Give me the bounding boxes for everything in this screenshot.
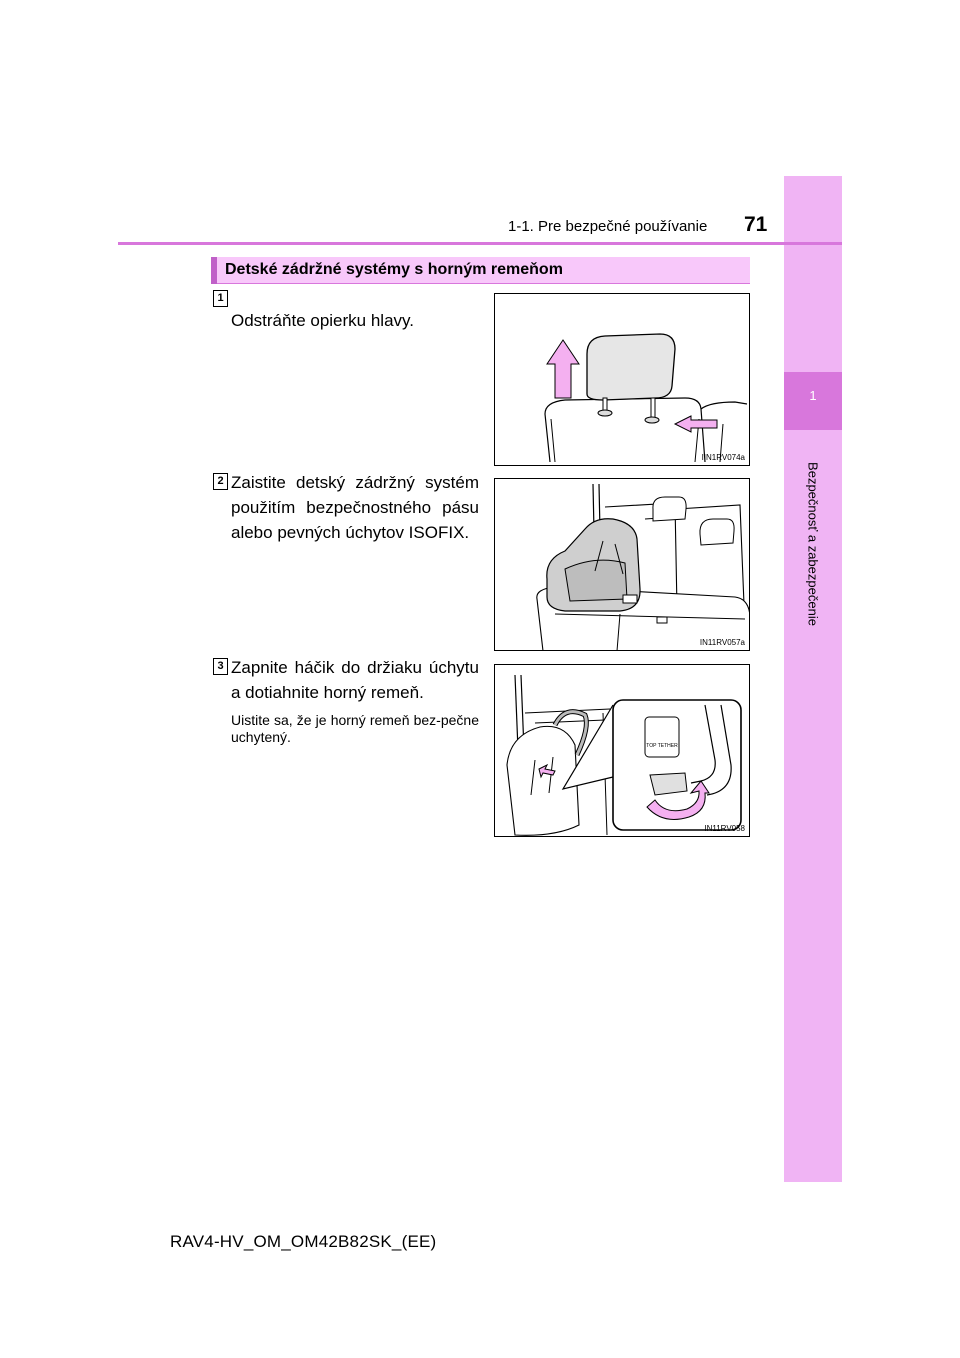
header-rule xyxy=(118,242,842,245)
figure-top-tether-attachment xyxy=(494,664,750,837)
figure-headrest-removal xyxy=(494,293,750,466)
page-number: 71 xyxy=(744,213,768,236)
step-1-text: Odstráňte opierku hlavy. xyxy=(231,311,414,330)
figure-child-seat-installation xyxy=(494,478,750,651)
section-heading-text: Detské zádržné systémy s horným remeňom xyxy=(225,261,563,278)
figure-code: IN11RV057a xyxy=(699,638,745,647)
child-seat-illustration xyxy=(495,479,750,651)
step-3-number: 3 xyxy=(213,658,228,675)
step-2-number: 2 xyxy=(213,473,228,490)
chapter-number: 1 xyxy=(809,388,817,403)
section-heading xyxy=(211,257,750,284)
section-heading-bar xyxy=(211,257,217,284)
chapter-sidebar xyxy=(784,176,842,1182)
headrest-removal-illustration xyxy=(495,294,750,466)
step-3-note: Uistite sa, že je horný remeň bez-pečne uchytený. xyxy=(231,712,479,745)
document-code: RAV4-HV_OM_OM42B82SK_(EE) xyxy=(170,1232,437,1251)
figure-code: IN11RV058 xyxy=(704,824,745,833)
top-tether-label: TOP TETHER xyxy=(646,743,678,749)
step-1-number: 1 xyxy=(213,290,228,307)
chapter-title: Bezpečnosť a zabezpečenie xyxy=(805,462,821,626)
top-tether-illustration xyxy=(495,665,750,837)
figure-code: IIN1RV074a xyxy=(701,453,745,462)
header-section-title: 1-1. Pre bezpečné používanie xyxy=(508,218,708,235)
step-3-text: Zapnite háčik do držiaku úchytu a dotiahnite horný remeň. xyxy=(231,658,479,702)
step-2-text: Zaistite detský zádržný systém použitím bezpečnostného pásu alebo pevných úchytov ISOFIX. xyxy=(231,473,479,542)
